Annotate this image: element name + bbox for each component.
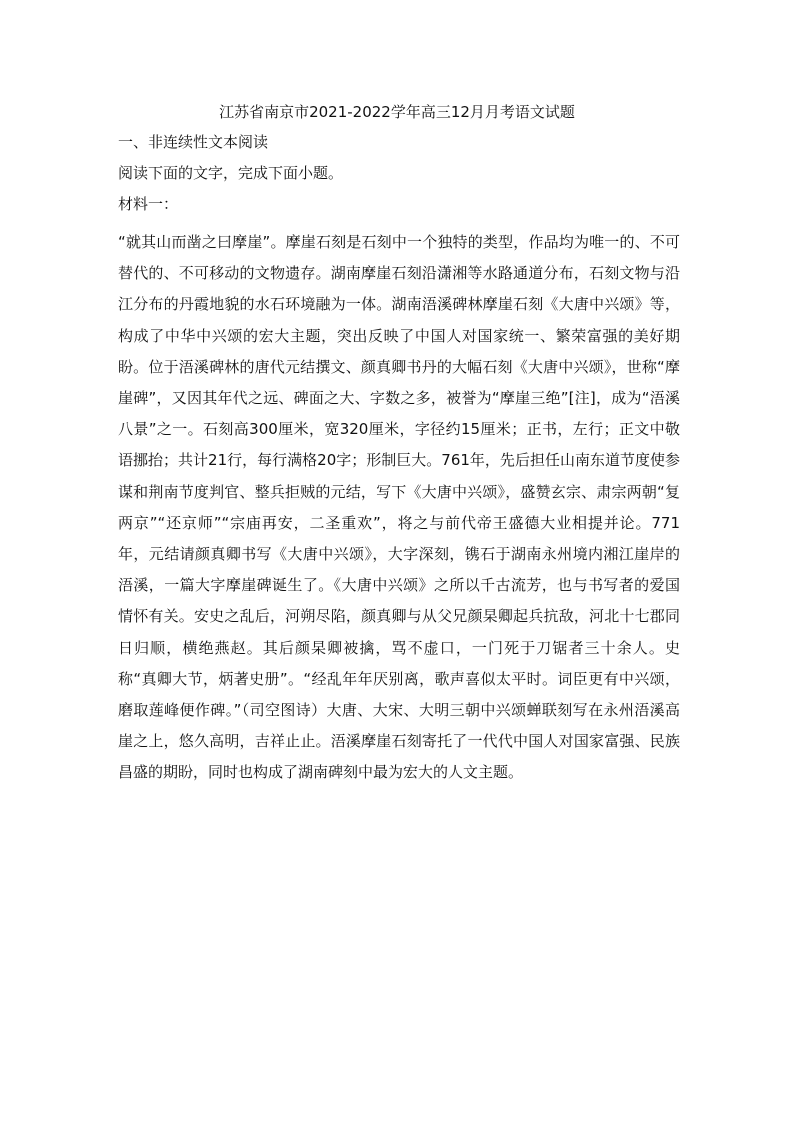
page-title: 江苏省南京市2021-2022学年高三12月月考语文试题 bbox=[219, 103, 575, 121]
material-label: 材料一： bbox=[118, 195, 179, 213]
section-heading: 一、非连续性文本阅读 bbox=[118, 133, 269, 151]
material-paragraph: “就其山而凿之曰摩崖”。摩崖石刻是石刻中一个独特的类型，作品均为唯一的、不可替代的、不可移动的文物遗存。湖南摩崖石刻沿潇湘等水路通道分布，石刻文物与沿江分布的丹霞地貌的水石环境融为一体。湖南浯溪碑林摩崖石刻《大唐中兴颂》等，构成了中华中兴颂的宏大主题，突出反映了中国人对国家统一、繁荣富强的美好期盼。位于浯溪碑林的唐代元结撰文、颜真卿书丹的大幅石刻《大唐中兴颂》，世称“摩崖碑”，又因其年代之远、碑面之大、字数之多，被誉为“摩崖三绝”[注]，成为“浯溪八景”之一。石刻高300厘米，宽320厘米，字径约15厘米；正书，左行；正文中敬语挪抬；共计21行，每行满格20字；形制巨大。761年，先后担任山南东道节度使参谋和荆南节度判官、整兵拒贼的元结，写下《大唐中兴颂》，盛赞玄宗、肃宗两朝“复两京”“还京师”“宗庙再安，二圣重欢”，将之与前代帝王盛德大业相提并论。771年，元结请颜真卿书写《大唐中兴颂》，大字深刻，镌石于湖南永州境内湘江崖岸的浯溪，一篇大字摩崖碑诞生了。《大唐中兴颂》之所以千古流芳，也与书写者的爱国情怀有关。安史之乱后，河朔尽陷，颜真卿与从父兄颜杲卿起兵抗敌，河北十七郡同日归顺，横绝燕赵。其后颜杲卿被擒，骂不虚口，一门死于刀锯者三十余人。史称“真卿大节，炳著史册”。“经乱年年厌别离，歌声喜似太平时。词臣更有中兴颂，磨取莲峰便作碑。”（司空图诗）大唐、大宋、大明三朝中兴颂蝉联刻写在永州浯溪高崖之上，悠久高明，吉祥止止。浯溪摩崖石刻寄托了一代代中国人对国家富强、民族昌盛的期盼，同时也构成了湖南碑刻中最为宏大的人文主题。 bbox=[118, 233, 680, 782]
reading-instruction: 阅读下面的文字，完成下面小题。 bbox=[118, 164, 344, 182]
